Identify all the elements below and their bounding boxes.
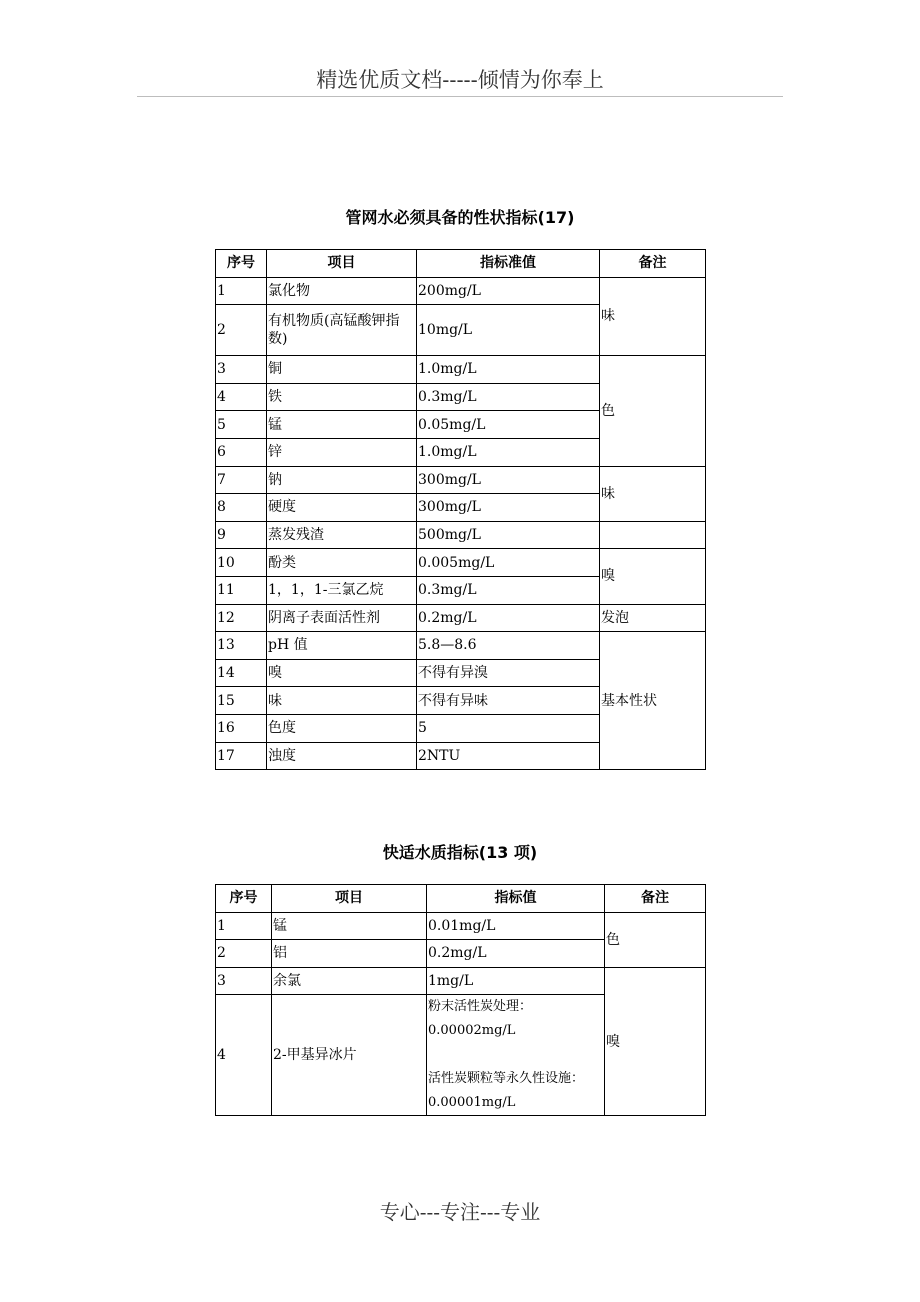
page-header: 精选优质文档-----倾情为你奉上 bbox=[316, 68, 604, 92]
item-value: 0.2mg/L bbox=[417, 604, 600, 632]
table-row bbox=[216, 604, 706, 632]
row-index: 4 bbox=[216, 995, 272, 1116]
remark-cell: 发泡 bbox=[600, 604, 706, 632]
table-row bbox=[216, 356, 706, 384]
column-header: 指标准值 bbox=[417, 250, 600, 278]
column-header: 备注 bbox=[605, 885, 706, 913]
item-name: 锰 bbox=[272, 912, 427, 940]
item-value: 5 bbox=[417, 714, 600, 742]
item-value: 0.005mg/L bbox=[417, 549, 600, 577]
item-value: 不得有异溴 bbox=[417, 659, 600, 687]
item-value: 1mg/L bbox=[427, 967, 605, 995]
property-indicators-table bbox=[215, 249, 706, 770]
row-index: 14 bbox=[216, 659, 267, 687]
remark-cell: 味 bbox=[600, 466, 706, 521]
item-value: 1.0mg/L bbox=[417, 438, 600, 466]
value-line: 0.00001mg/L bbox=[428, 1095, 516, 1111]
remark-cell: 色 bbox=[600, 356, 706, 466]
column-header: 项目 bbox=[267, 250, 417, 278]
item-value: 500mg/L bbox=[417, 521, 600, 549]
item-value: 300mg/L bbox=[417, 466, 600, 494]
table-header-row bbox=[216, 250, 706, 278]
item-value: 0.2mg/L bbox=[427, 940, 605, 968]
page-footer: 专心---专注---专业 bbox=[379, 1200, 541, 1224]
row-index: 1 bbox=[216, 912, 272, 940]
item-name: 有机物质(高锰酸钾指数) bbox=[267, 305, 417, 356]
row-index: 12 bbox=[216, 604, 267, 632]
item-name: 铝 bbox=[272, 940, 427, 968]
item-name: 1，1，1-三氯乙烷 bbox=[267, 576, 417, 604]
item-name: 氯化物 bbox=[267, 277, 417, 305]
row-index: 7 bbox=[216, 466, 267, 494]
row-index: 9 bbox=[216, 521, 267, 549]
row-index: 11 bbox=[216, 576, 267, 604]
column-header: 项目 bbox=[272, 885, 427, 913]
row-index: 10 bbox=[216, 549, 267, 577]
comfort-indicators-table bbox=[215, 884, 706, 1116]
table-row bbox=[216, 967, 706, 995]
row-index: 2 bbox=[216, 305, 267, 356]
item-name: 锰 bbox=[267, 411, 417, 439]
row-index: 13 bbox=[216, 632, 267, 660]
row-index: 17 bbox=[216, 742, 267, 770]
table2-title: 快适水质指标(13 项) bbox=[382, 843, 538, 862]
item-value-multiline bbox=[427, 995, 605, 1116]
item-name: 阴离子表面活性剂 bbox=[267, 604, 417, 632]
remark-cell: 味 bbox=[600, 277, 706, 356]
table-row bbox=[216, 521, 706, 549]
row-index: 8 bbox=[216, 494, 267, 522]
value-line: 0.00002mg/L bbox=[428, 1023, 516, 1039]
remark-cell: 嗅 bbox=[605, 967, 706, 1116]
remark-cell bbox=[600, 521, 706, 549]
item-name: 铜 bbox=[267, 356, 417, 384]
item-name: 酚类 bbox=[267, 549, 417, 577]
item-value: 不得有异味 bbox=[417, 687, 600, 715]
column-header: 序号 bbox=[216, 885, 272, 913]
header-divider bbox=[137, 96, 783, 97]
row-index: 2 bbox=[216, 940, 272, 968]
column-header: 备注 bbox=[600, 250, 706, 278]
row-index: 3 bbox=[216, 967, 272, 995]
table-row bbox=[216, 466, 706, 494]
table1-title: 管网水必须具备的性状指标(17) bbox=[345, 208, 575, 227]
item-value: 0.3mg/L bbox=[417, 576, 600, 604]
item-value: 10mg/L bbox=[417, 305, 600, 356]
row-index: 6 bbox=[216, 438, 267, 466]
item-value: 5.8—8.6 bbox=[417, 632, 600, 660]
row-index: 15 bbox=[216, 687, 267, 715]
item-value: 0.01mg/L bbox=[427, 912, 605, 940]
remark-cell: 色 bbox=[605, 912, 706, 967]
row-index: 5 bbox=[216, 411, 267, 439]
row-index: 16 bbox=[216, 714, 267, 742]
remark-cell: 嗅 bbox=[600, 549, 706, 604]
item-name: 味 bbox=[267, 687, 417, 715]
column-header: 指标值 bbox=[427, 885, 605, 913]
table-row bbox=[216, 912, 706, 940]
value-line: 活性炭颗粒等永久性设施： bbox=[428, 1071, 585, 1087]
item-value: 300mg/L bbox=[417, 494, 600, 522]
item-value: 2NTU bbox=[417, 742, 600, 770]
item-name: 硬度 bbox=[267, 494, 417, 522]
table-row bbox=[216, 549, 706, 577]
item-name: 钠 bbox=[267, 466, 417, 494]
item-name: 2-甲基异冰片 bbox=[272, 995, 427, 1116]
item-value: 1.0mg/L bbox=[417, 356, 600, 384]
row-index: 3 bbox=[216, 356, 267, 384]
value-line: 粉末活性炭处理： bbox=[428, 999, 533, 1015]
item-name: 锌 bbox=[267, 438, 417, 466]
item-name: 浊度 bbox=[267, 742, 417, 770]
item-name: 蒸发残渣 bbox=[267, 521, 417, 549]
item-value: 200mg/L bbox=[417, 277, 600, 305]
item-name: 色度 bbox=[267, 714, 417, 742]
table-row bbox=[216, 277, 706, 305]
item-value: 0.3mg/L bbox=[417, 383, 600, 411]
remark-cell: 基本性状 bbox=[600, 632, 706, 770]
item-name: pH 值 bbox=[267, 632, 417, 660]
item-name: 余氯 bbox=[272, 967, 427, 995]
table-header-row bbox=[216, 885, 706, 913]
item-name: 铁 bbox=[267, 383, 417, 411]
row-index: 1 bbox=[216, 277, 267, 305]
row-index: 4 bbox=[216, 383, 267, 411]
column-header: 序号 bbox=[216, 250, 267, 278]
item-value: 0.05mg/L bbox=[417, 411, 600, 439]
table-row bbox=[216, 632, 706, 660]
item-name: 嗅 bbox=[267, 659, 417, 687]
